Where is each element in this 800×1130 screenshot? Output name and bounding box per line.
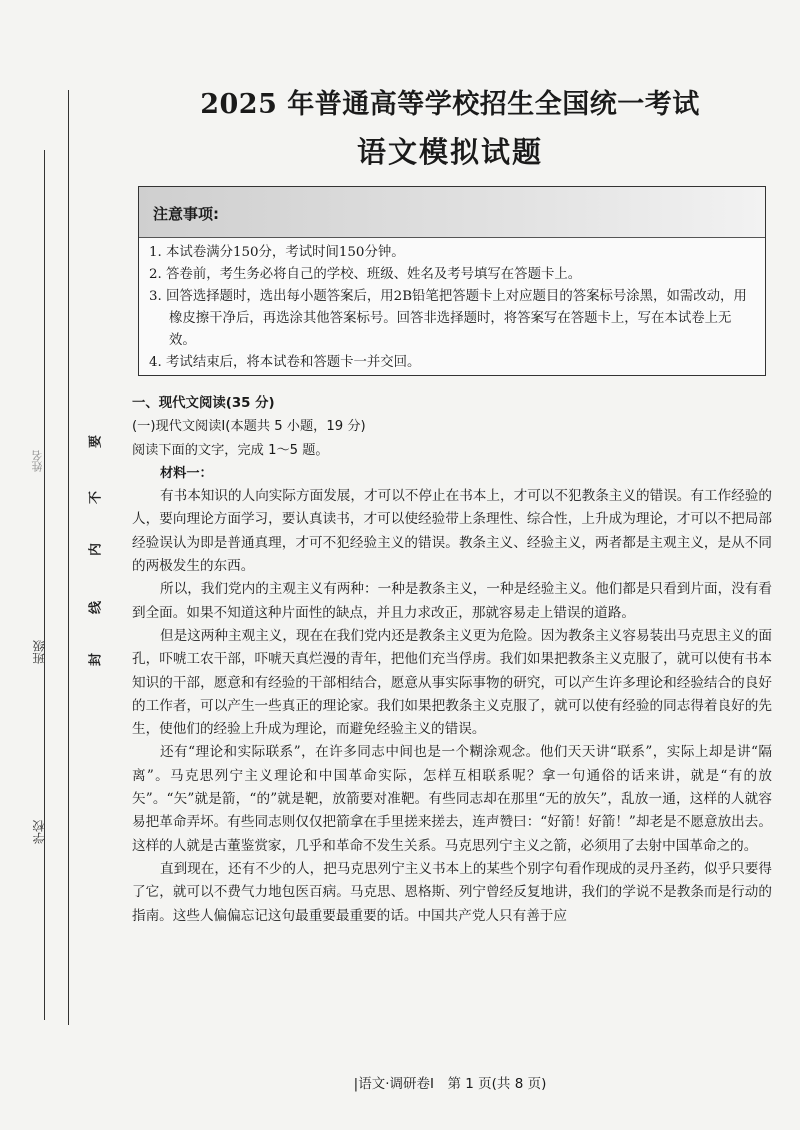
notice-title: 注意事项:: [153, 205, 219, 223]
seal-char-2: 不: [88, 491, 104, 505]
notice-item: 4. 考试结束后，将本试卷和答题卡一并交回。: [149, 355, 421, 370]
notice-header: [139, 187, 765, 238]
page-footer: |语文·调研卷Ⅰ 第 1 页(共 8 页): [353, 1076, 547, 1092]
notice-item: 3. 回答选择题时，选出每小题答案后，用2B铅笔把答题卡上对应题目的答案标号涂黑，如需改动，用橡皮擦干净后，再选涂其他答案标号。回答非选择题时，将答案写在答题卡上，写在本试卷上无效。: [149, 289, 747, 348]
school-label: 学校: [32, 820, 46, 844]
paragraph: 还有“理论和实际联系”，在许多同志中间也是一个糊涂观念。他们天天讲“联系”，实际上却是讲“隔离”。马克思列宁主义理论和中国革命实际，怎样互相联系呢？拿一句通俗的话来讲，就是“有的放矢”。“矢”就是箭，“的”就是靶，放箭要对准靶。有些同志却在那里“无的放矢”，乱放一通，这样的人就容易把革命弄坏。有些同志则仅仅把箭拿在手里搓来搓去，连声赞曰：“好箭！好箭！”却老是不愿意放出去。这样的人就是古董鉴赏家，几乎和革命不发生关系。马克思列宁主义之箭，必须用了去射中国革命之的。: [132, 744, 772, 854]
exam-subtitle: 语文模拟试题: [356, 135, 543, 169]
seal-char-5: 封: [88, 653, 104, 667]
paragraph: 所以，我们党内的主观主义有两种：一种是教条主义，一种是经验主义。他们都是只看到片面，没有看到全面。如果不知道这种片面性的缺点，并且力求改正，那就容易走上错误的道路。: [132, 581, 772, 621]
notice-item: 1. 本试卷满分150分，考试时间150分钟。: [149, 245, 405, 260]
notice-box: [138, 186, 766, 376]
seal-char-1: 要: [88, 435, 104, 449]
section-heading: 一、现代文阅读(35 分): [132, 396, 275, 411]
name-label: 姓名: [31, 450, 44, 472]
binding-line-outer: [44, 150, 45, 1020]
seal-char-4: 线: [88, 601, 104, 615]
reading-section: [132, 392, 772, 928]
seal-char-3: 内: [88, 543, 104, 557]
paragraph: 直到现在，还有不少的人，把马克思列宁主义书本上的某些个别字句看作现成的灵丹圣药，似乎只要得了它，就可以不费气力地包医百病。马克思、恩格斯、列宁曾经反复地讲，我们的学说不是教条而是行动的指南。这些人偏偏忘记这句最重要最重要的话。中国共产党人只有善于应: [132, 860, 772, 924]
binding-line-seal: [68, 90, 69, 1025]
subsection-heading: (一)现代文阅读Ⅰ(本题共 5 小题，19 分): [132, 419, 366, 435]
paragraph: 有书本知识的人向实际方面发展，才可以不停止在书本上，才可以不犯教条主义的错误。有工作经验的人，要向理论方面学习，要认真读书，才可以使经验带上条理性、综合性，上升成为理论，才可以不把局部经验误认为即是普通真理，才可不犯经验主义的错误。教条主义、经验主义，两者都是主观主义，是从不同的两极发生的东西。: [132, 488, 772, 575]
notice-item: 2. 答卷前，考生务必将自己的学校、班级、姓名及考号填写在答题卡上。: [149, 267, 582, 282]
material-label: 材料一：: [160, 465, 213, 481]
class-label: 班级: [32, 640, 46, 664]
paragraph: 但是这两种主观主义，现在在我们党内还是教条主义更为危险。因为教条主义容易装出马克思主义的面孔，吓唬工农干部，吓唬天真烂漫的青年，把他们充当俘虏。我们如果把教条主义克服了，就可以使有书本知识的干部，愿意和有经验的干部相结合，愿意从事实际事物的研究，可以产生许多理论和经验结合的良好的工作者，可以产生一些真正的理论家。我们如果把教条主义克服了，就可以使有经验的同志得着良好的先生，使他们的经验上升成为理论，而避免经验主义的错误。: [132, 627, 772, 738]
reading-instruction: 阅读下面的文字，完成 1～5 题。: [132, 442, 329, 458]
exam-title: 2025 年普通高等学校招生全国统一考试: [200, 89, 700, 120]
notice-list: [139, 238, 765, 374]
